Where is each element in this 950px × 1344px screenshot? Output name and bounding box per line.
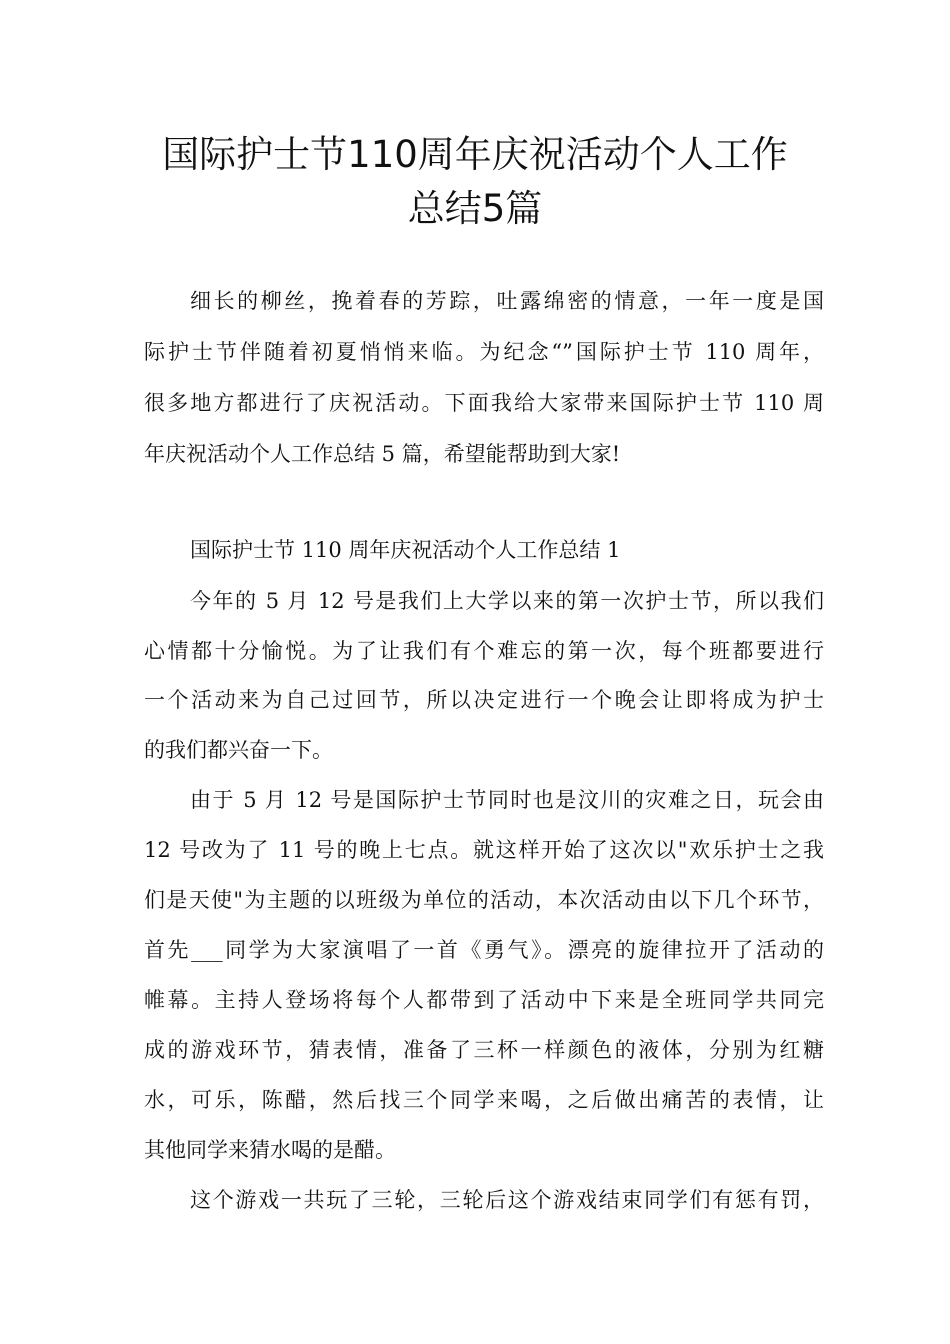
paragraph-line: 水，可乐，陈醋，然后找三个同学来喝，之后做出痛苦的表情，让 (144, 1088, 824, 1112)
paragraph-line: 心情都十分愉悦。为了让我们有个难忘的第一次，每个班都要进行 (144, 639, 824, 663)
paragraph-line: 际护士节伴随着初夏悄悄来临。为纪念“”国际护士节 110 周年， (144, 340, 824, 364)
paragraph-line: 今年的 5 月 12 号是我们上大学以来的第一次护士节，所以我们 (190, 589, 824, 613)
paragraph-line: 这个游戏一共玩了三轮，三轮后这个游戏结束同学们有惩有罚， (190, 1188, 824, 1212)
paragraph-line: 由于 5 月 12 号是国际护士节同时也是汶川的灾难之日，玩会由 (190, 788, 824, 812)
document-title-line-2: 总结5篇 (407, 187, 543, 230)
paragraph-line: 细长的柳丝，挽着春的芳踪，吐露绵密的情意，一年一度是国 (190, 289, 824, 313)
paragraph-line: 的我们都兴奋一下。 (144, 738, 333, 762)
paragraph-line: 很多地方都进行了庆祝活动。下面我给大家带来国际护士节 110 周 (144, 391, 824, 415)
paragraph-line: 首先___同学为大家演唱了一首《勇气》。漂亮的旋律拉开了活动的 (144, 938, 824, 962)
section-heading: 国际护士节 110 周年庆祝活动个人工作总结 1 (190, 538, 621, 562)
paragraph-line: 12 号改为了 11 号的晚上七点。就这样开始了这次以"欢乐护士之我 (144, 838, 824, 862)
paragraph-line: 帷幕。主持人登场将每个人都带到了活动中下来是全班同学共同完 (144, 988, 824, 1012)
paragraph-line: 们是天使"为主题的以班级为单位的活动，本次活动由以下几个环节， (144, 888, 824, 912)
paragraph-line: 一个活动来为自己过回节，所以决定进行一个晚会让即将成为护士 (144, 688, 824, 712)
paragraph-line: 成的游戏环节，猜表情，准备了三杯一样颜色的液体，分别为红糖 (144, 1038, 824, 1062)
paragraph-line: 其他同学来猜水喝的是醋。 (144, 1138, 396, 1162)
paragraph-line: 年庆祝活动个人工作总结 5 篇，希望能帮助到大家! (144, 442, 621, 466)
document-title-line-1: 国际护士节110周年庆祝活动个人工作 (162, 133, 788, 176)
